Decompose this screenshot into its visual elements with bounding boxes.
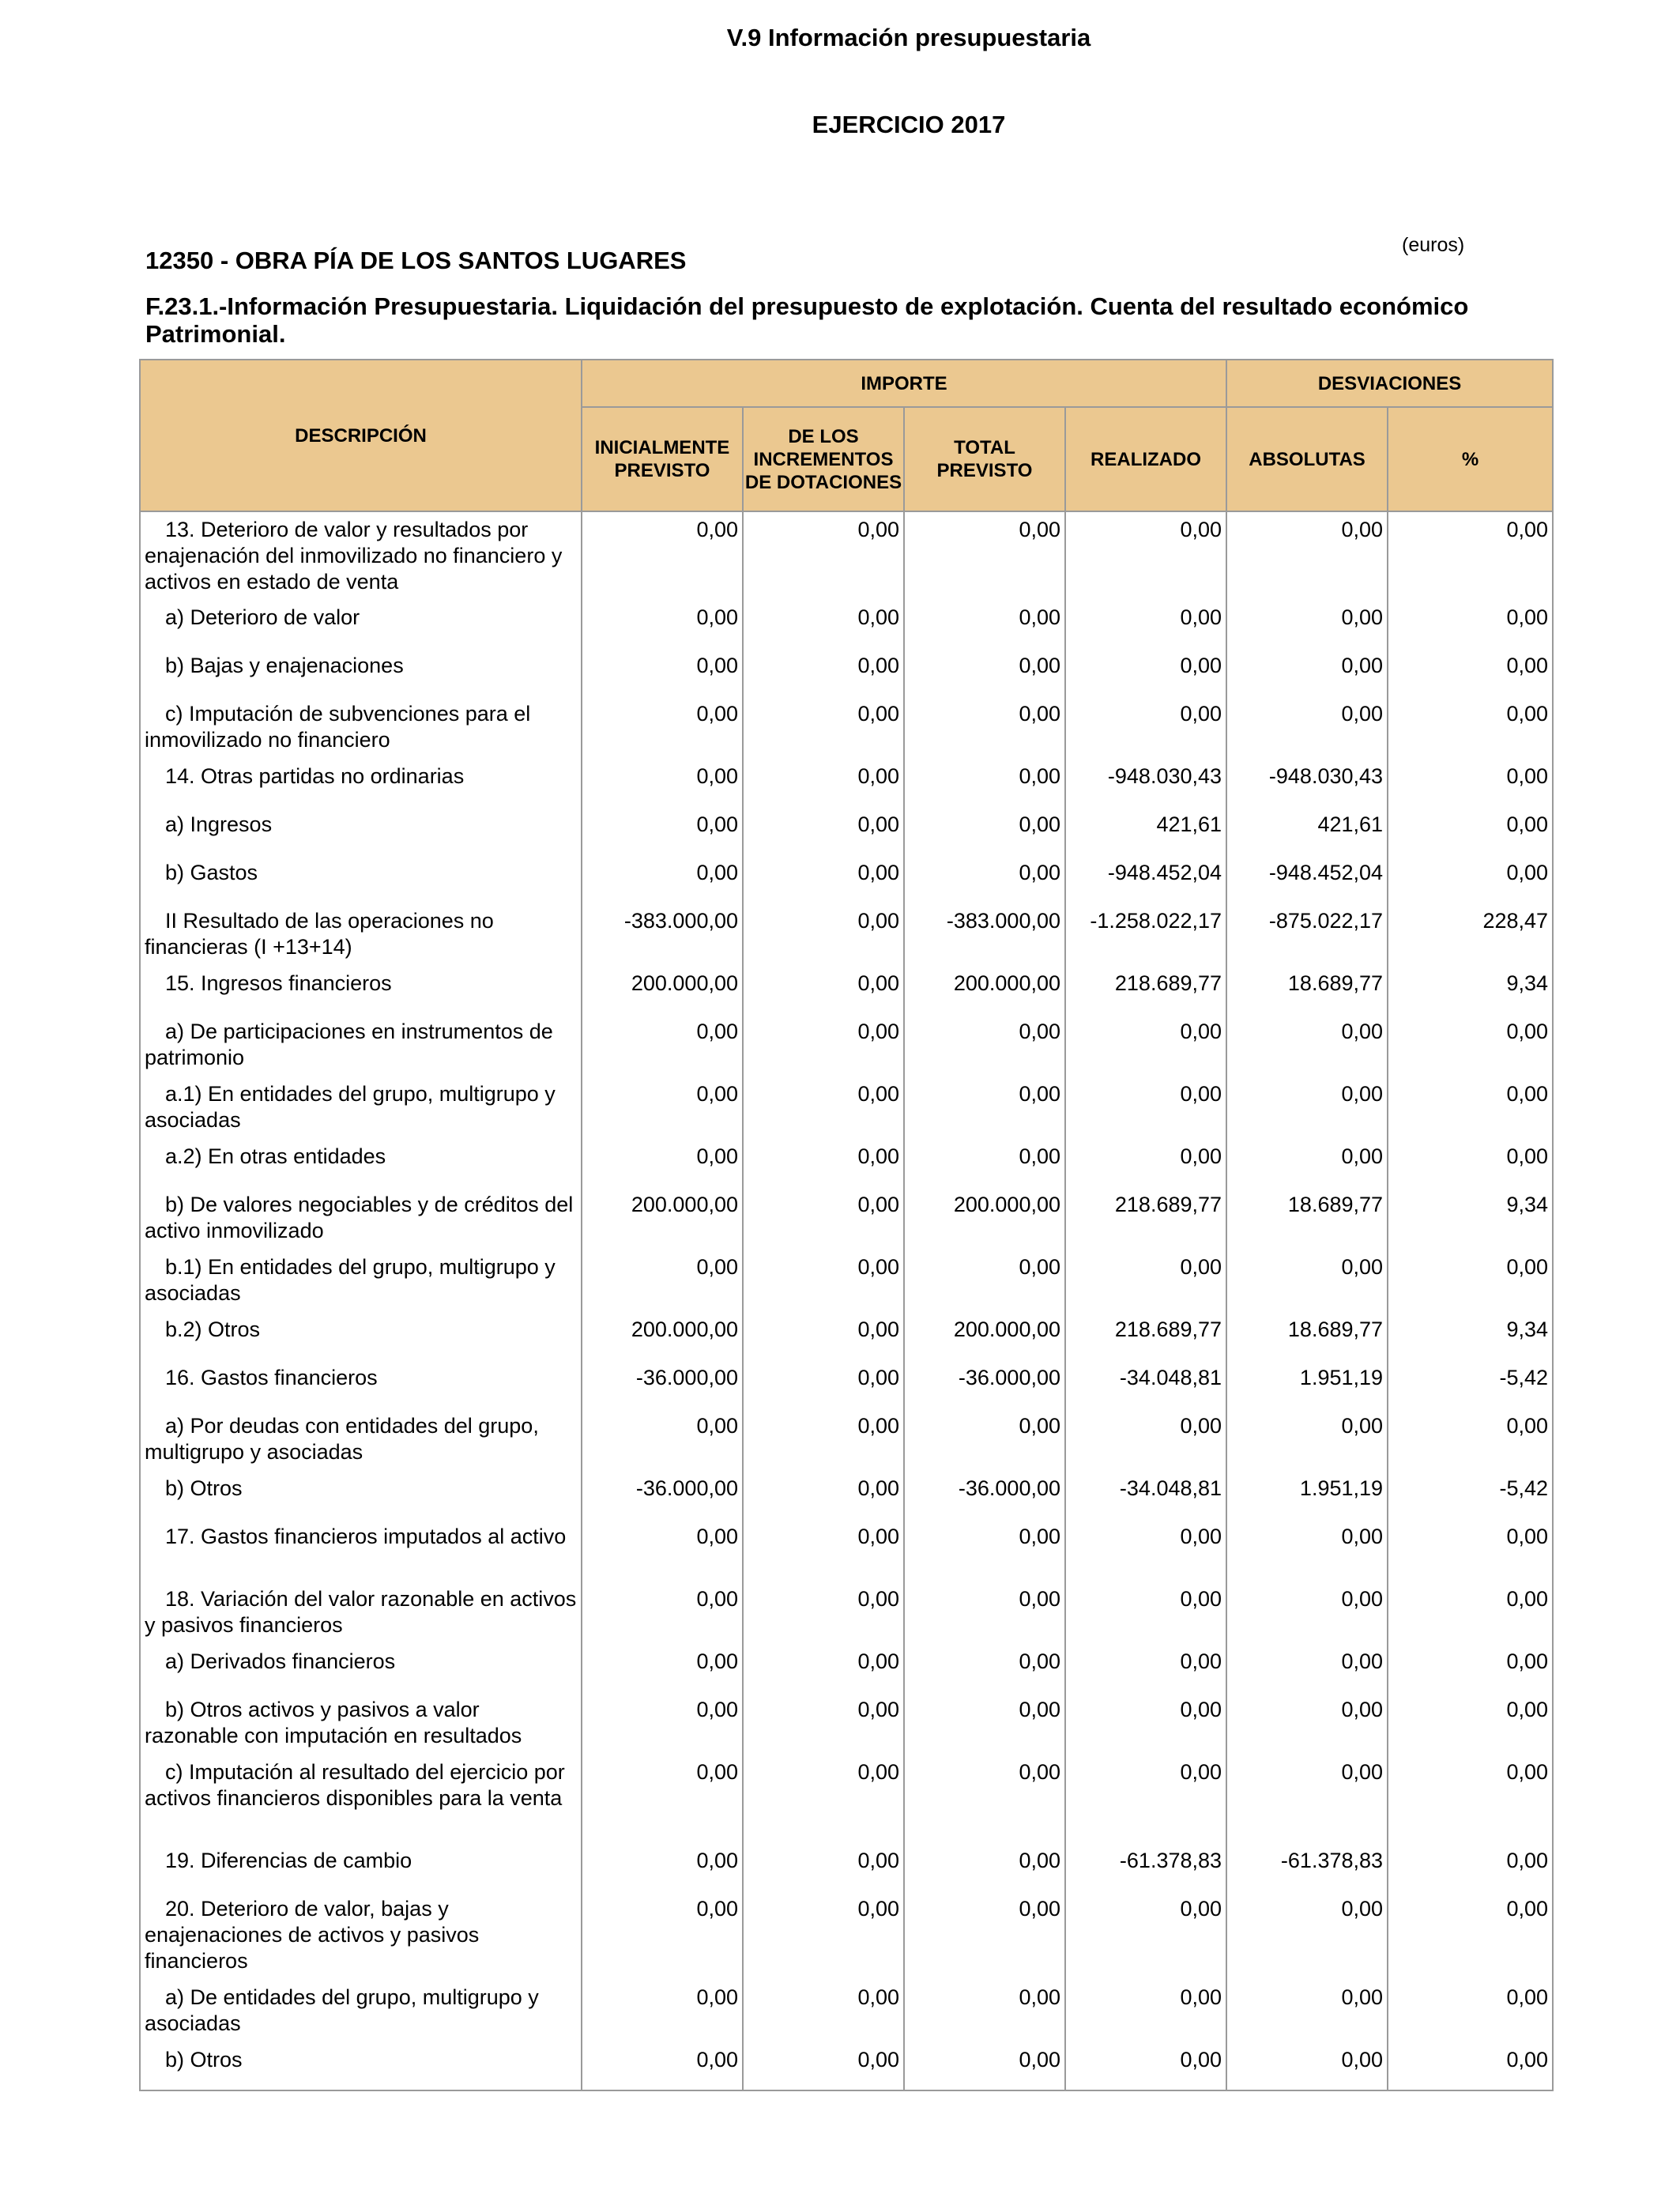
row-value: 0,00 — [743, 1312, 904, 1360]
row-value: 218.689,77 — [1065, 1312, 1226, 1360]
table-row — [140, 1139, 1553, 1187]
table-row — [140, 759, 1553, 807]
row-value: 0,00 — [1226, 1014, 1388, 1076]
row-description — [140, 1519, 582, 1581]
row-description — [140, 1891, 582, 1980]
row-value: 0,00 — [743, 1408, 904, 1471]
row-value: 9,34 — [1388, 1312, 1553, 1360]
row-value: -948.030,43 — [1065, 759, 1226, 807]
row-value: -5,42 — [1388, 1360, 1553, 1408]
row-value: 0,00 — [1065, 648, 1226, 696]
row-description-text: b) De valores negociables y de créditos del activo inmovilizado — [145, 1193, 574, 1242]
row-value: 0,00 — [582, 1755, 743, 1843]
row-description-text: II Resultado de las operaciones no financieras (I +13+14) — [145, 909, 494, 959]
row-value: 0,00 — [743, 1187, 904, 1250]
row-description-text: a) Por deudas con entidades del grupo, multigrupo y asociadas — [145, 1414, 539, 1464]
row-value: 0,00 — [1226, 1891, 1388, 1980]
row-value: 0,00 — [904, 1408, 1065, 1471]
table-row — [140, 2042, 1553, 2090]
row-value: 0,00 — [1388, 1755, 1553, 1843]
column-header-total-previsto: TOTAL PREVISTO — [904, 407, 1065, 511]
row-description — [140, 1843, 582, 1891]
row-value: 0,00 — [1065, 2042, 1226, 2090]
row-description — [140, 1980, 582, 2042]
row-value: 18.689,77 — [1226, 1187, 1388, 1250]
row-value: 200.000,00 — [904, 1312, 1065, 1360]
column-header-descripcion: DESCRIPCIÓN — [140, 360, 582, 511]
row-value: 0,00 — [904, 600, 1065, 648]
row-value: 0,00 — [1065, 1519, 1226, 1581]
row-value: -34.048,81 — [1065, 1360, 1226, 1408]
column-header-porcentaje: % — [1388, 407, 1553, 511]
row-value: 0,00 — [1226, 1755, 1388, 1843]
row-description — [140, 1581, 582, 1644]
row-value: 0,00 — [743, 855, 904, 903]
row-value: 0,00 — [743, 648, 904, 696]
row-value: 1.951,19 — [1226, 1360, 1388, 1408]
row-value: 200.000,00 — [904, 966, 1065, 1014]
column-header-realizado: REALIZADO — [1065, 407, 1226, 511]
row-value: -1.258.022,17 — [1065, 903, 1226, 966]
row-description — [140, 600, 582, 648]
row-value: 0,00 — [904, 807, 1065, 855]
row-value: -5,42 — [1388, 1471, 1553, 1519]
row-value: 0,00 — [904, 1581, 1065, 1644]
row-value: 0,00 — [743, 1692, 904, 1755]
row-value: 0,00 — [743, 1980, 904, 2042]
row-value: 0,00 — [1388, 759, 1553, 807]
row-value: 0,00 — [1065, 1692, 1226, 1755]
row-value: 0,00 — [904, 511, 1065, 600]
row-description — [140, 1250, 582, 1312]
row-value: 0,00 — [743, 1644, 904, 1692]
row-value: 0,00 — [743, 511, 904, 600]
table-row — [140, 600, 1553, 648]
row-value: 0,00 — [1065, 696, 1226, 759]
row-description — [140, 903, 582, 966]
row-description-text: 17. Gastos financieros imputados al activo — [165, 1525, 567, 1548]
report-title: F.23.1.-Información Presupuestaria. Liquidación del presupuesto de explotación. Cuenta del resultado económico Patrimonial. — [145, 292, 1469, 348]
row-description — [140, 1187, 582, 1250]
row-value: 0,00 — [904, 1891, 1065, 1980]
row-value: 0,00 — [743, 1843, 904, 1891]
row-description — [140, 966, 582, 1014]
row-value: 0,00 — [1226, 1408, 1388, 1471]
row-value: 0,00 — [1226, 600, 1388, 648]
exercise-title: EJERCICIO 2017 — [812, 111, 1006, 138]
row-value: 0,00 — [582, 1692, 743, 1755]
row-description-text: 18. Variación del valor razonable en activos y pasivos financieros — [145, 1587, 577, 1637]
row-value: 0,00 — [743, 1891, 904, 1980]
table-row — [140, 1755, 1553, 1843]
row-value: 0,00 — [1388, 1250, 1553, 1312]
row-value: 0,00 — [1388, 648, 1553, 696]
row-value: -61.378,83 — [1065, 1843, 1226, 1891]
group-header-importe: IMPORTE — [582, 360, 1226, 407]
row-description — [140, 1312, 582, 1360]
row-value: 0,00 — [904, 1843, 1065, 1891]
row-description-text: 19. Diferencias de cambio — [165, 1849, 412, 1872]
row-value: 0,00 — [1388, 600, 1553, 648]
row-value: 0,00 — [743, 1519, 904, 1581]
row-value: -34.048,81 — [1065, 1471, 1226, 1519]
row-value: 0,00 — [743, 903, 904, 966]
row-value: 0,00 — [1388, 511, 1553, 600]
row-value: 0,00 — [1065, 1644, 1226, 1692]
table-row — [140, 1692, 1553, 1755]
row-value: 0,00 — [582, 1408, 743, 1471]
row-value: 0,00 — [582, 759, 743, 807]
row-description — [140, 1471, 582, 1519]
row-description — [140, 1644, 582, 1692]
row-value: 0,00 — [1226, 1139, 1388, 1187]
row-value: 0,00 — [1065, 1408, 1226, 1471]
row-description-text: a.1) En entidades del grupo, multigrupo y asociadas — [145, 1082, 556, 1132]
row-value: 0,00 — [1226, 1076, 1388, 1139]
row-description-text: 15. Ingresos financieros — [165, 971, 392, 995]
row-description-text: b) Otros — [165, 2048, 243, 2071]
row-description-text: a) Deterioro de valor — [165, 605, 360, 629]
row-value: 0,00 — [1388, 1519, 1553, 1581]
row-description — [140, 1014, 582, 1076]
row-value: 1.951,19 — [1226, 1471, 1388, 1519]
row-description — [140, 1139, 582, 1187]
row-description-text: b.2) Otros — [165, 1318, 261, 1341]
row-value: 0,00 — [1065, 1250, 1226, 1312]
row-description-text: a) De entidades del grupo, multigrupo y asociadas — [145, 1985, 539, 2035]
budget-table — [139, 359, 1554, 2091]
row-value: 218.689,77 — [1065, 1187, 1226, 1250]
group-header-desviaciones: DESVIACIONES — [1226, 360, 1553, 407]
row-value: 0,00 — [582, 1843, 743, 1891]
row-value: 0,00 — [582, 807, 743, 855]
row-value: 0,00 — [904, 648, 1065, 696]
row-value: 0,00 — [1065, 1076, 1226, 1139]
row-value: 9,34 — [1388, 1187, 1553, 1250]
row-value: 200.000,00 — [582, 1312, 743, 1360]
row-value: 200.000,00 — [582, 1187, 743, 1250]
row-value: 0,00 — [1065, 1139, 1226, 1187]
row-value: 18.689,77 — [1226, 1312, 1388, 1360]
row-value: 0,00 — [904, 1250, 1065, 1312]
row-value: 0,00 — [1388, 1139, 1553, 1187]
row-value: 0,00 — [904, 759, 1065, 807]
row-value: 0,00 — [743, 1755, 904, 1843]
row-value: 0,00 — [743, 1360, 904, 1408]
units-label: (euros) — [1402, 234, 1465, 256]
row-value: 0,00 — [582, 1250, 743, 1312]
row-value: 0,00 — [582, 511, 743, 600]
row-description — [140, 1692, 582, 1755]
row-value: 0,00 — [743, 1076, 904, 1139]
table-row — [140, 966, 1553, 1014]
row-value: 0,00 — [904, 1014, 1065, 1076]
row-description-text: c) Imputación de subvenciones para el inmovilizado no financiero — [145, 702, 531, 752]
table-row — [140, 855, 1553, 903]
column-header-inicialmente-previsto: INICIALMENTE PREVISTO — [582, 407, 743, 511]
row-value: 0,00 — [743, 807, 904, 855]
row-description-text: a.2) En otras entidades — [165, 1144, 386, 1168]
row-description-text: a) Ingresos — [165, 812, 273, 836]
row-value: 0,00 — [904, 1644, 1065, 1692]
row-value: 0,00 — [1388, 1980, 1553, 2042]
row-description-text: a) Derivados financieros — [165, 1649, 396, 1673]
row-value: 0,00 — [1226, 648, 1388, 696]
row-value: 0,00 — [904, 855, 1065, 903]
row-value: 200.000,00 — [582, 966, 743, 1014]
row-value: -948.452,04 — [1226, 855, 1388, 903]
row-value: 0,00 — [1388, 1843, 1553, 1891]
column-header-absolutas: ABSOLUTAS — [1226, 407, 1388, 511]
row-value: 0,00 — [1388, 1891, 1553, 1980]
row-description-text: c) Imputación al resultado del ejercicio por activos financieros disponibles para la venta — [145, 1760, 565, 1810]
row-description-text: 14. Otras partidas no ordinarias — [165, 764, 465, 788]
row-value: 0,00 — [1388, 2042, 1553, 2090]
table-row — [140, 1187, 1553, 1250]
row-value: 0,00 — [743, 1581, 904, 1644]
row-value: 0,00 — [582, 600, 743, 648]
table-row — [140, 1014, 1553, 1076]
row-value: 0,00 — [582, 2042, 743, 2090]
table-row — [140, 1312, 1553, 1360]
row-value: 0,00 — [1388, 1644, 1553, 1692]
row-description-text: 16. Gastos financieros — [165, 1366, 378, 1389]
row-value: 421,61 — [1065, 807, 1226, 855]
row-description-text: b) Bajas y enajenaciones — [165, 654, 404, 677]
row-value: 0,00 — [1065, 1581, 1226, 1644]
column-header-incrementos: DE LOS INCREMENTOS DE DOTACIONES — [743, 407, 904, 511]
row-description — [140, 511, 582, 600]
row-value: 0,00 — [582, 1644, 743, 1692]
row-description — [140, 2042, 582, 2090]
row-value: 0,00 — [1226, 1581, 1388, 1644]
row-description-text: 20. Deterioro de valor, bajas y enajenaciones de activos y pasivos financieros — [145, 1897, 480, 1973]
row-description-text: b) Gastos — [165, 861, 258, 884]
row-value: 0,00 — [582, 696, 743, 759]
row-value: -61.378,83 — [1226, 1843, 1388, 1891]
row-value: 0,00 — [1388, 1581, 1553, 1644]
row-description — [140, 759, 582, 807]
table-row — [140, 511, 1553, 600]
row-value: -383.000,00 — [904, 903, 1065, 966]
row-value: 0,00 — [1388, 696, 1553, 759]
row-value: 0,00 — [904, 1076, 1065, 1139]
row-value: 218.689,77 — [1065, 966, 1226, 1014]
row-value: 0,00 — [1065, 1014, 1226, 1076]
table-row — [140, 1843, 1553, 1891]
row-value: 0,00 — [582, 855, 743, 903]
row-value: -36.000,00 — [904, 1360, 1065, 1408]
entity-name: 12350 - OBRA PÍA DE LOS SANTOS LUGARES — [145, 247, 687, 274]
row-value: 0,00 — [904, 1519, 1065, 1581]
row-value: 0,00 — [582, 1980, 743, 2042]
row-description — [140, 648, 582, 696]
row-value: 0,00 — [582, 1891, 743, 1980]
row-value: 0,00 — [1388, 1014, 1553, 1076]
row-value: -948.030,43 — [1226, 759, 1388, 807]
row-value: -36.000,00 — [582, 1471, 743, 1519]
row-value: -36.000,00 — [904, 1471, 1065, 1519]
row-value: -948.452,04 — [1065, 855, 1226, 903]
row-value: -875.022,17 — [1226, 903, 1388, 966]
row-value: 0,00 — [582, 1581, 743, 1644]
row-value: -36.000,00 — [582, 1360, 743, 1408]
table-row — [140, 648, 1553, 696]
row-value: 0,00 — [1226, 696, 1388, 759]
table-row — [140, 1408, 1553, 1471]
row-value: 0,00 — [743, 1250, 904, 1312]
table-row — [140, 696, 1553, 759]
row-description — [140, 1360, 582, 1408]
row-value: 0,00 — [582, 1519, 743, 1581]
row-value: 0,00 — [743, 1014, 904, 1076]
row-value: 0,00 — [1065, 1891, 1226, 1980]
row-value: 228,47 — [1388, 903, 1553, 966]
row-value: 0,00 — [1226, 511, 1388, 600]
row-value: 0,00 — [904, 1692, 1065, 1755]
row-value: 0,00 — [1388, 1076, 1553, 1139]
row-value: 0,00 — [1226, 1644, 1388, 1692]
row-value: 0,00 — [1226, 1692, 1388, 1755]
row-value: 0,00 — [743, 696, 904, 759]
row-value: 0,00 — [1388, 807, 1553, 855]
table-body — [140, 511, 1553, 2090]
row-value: 0,00 — [904, 696, 1065, 759]
row-description — [140, 855, 582, 903]
row-value: 0,00 — [1388, 855, 1553, 903]
row-description-text: b) Otros activos y pasivos a valor razonable con imputación en resultados — [145, 1698, 522, 1747]
row-value: 0,00 — [1065, 600, 1226, 648]
table-row — [140, 1644, 1553, 1692]
row-value: 0,00 — [904, 1755, 1065, 1843]
row-value: 0,00 — [904, 1139, 1065, 1187]
row-description-text: b) Otros — [165, 1476, 243, 1500]
row-value: 18.689,77 — [1226, 966, 1388, 1014]
row-description-text: a) De participaciones en instrumentos de patrimonio — [145, 1020, 553, 1069]
section-title: V.9 Información presupuestaria — [726, 24, 1091, 51]
row-description — [140, 1755, 582, 1843]
row-value: 0,00 — [743, 966, 904, 1014]
row-value: 0,00 — [1226, 1250, 1388, 1312]
row-value: 0,00 — [743, 2042, 904, 2090]
row-value: 0,00 — [1388, 1408, 1553, 1471]
row-value: 0,00 — [1065, 1980, 1226, 2042]
table-row — [140, 1519, 1553, 1581]
row-value: 0,00 — [904, 2042, 1065, 2090]
row-value: 9,34 — [1388, 966, 1553, 1014]
table-row — [140, 1980, 1553, 2042]
row-description — [140, 696, 582, 759]
row-description — [140, 1408, 582, 1471]
row-value: 421,61 — [1226, 807, 1388, 855]
row-value: 0,00 — [1388, 1692, 1553, 1755]
row-value: 0,00 — [582, 1014, 743, 1076]
table-row — [140, 903, 1553, 966]
table-row — [140, 1471, 1553, 1519]
row-value: 0,00 — [904, 1980, 1065, 2042]
row-value: 0,00 — [743, 1471, 904, 1519]
row-value: 0,00 — [582, 1139, 743, 1187]
table-row — [140, 1891, 1553, 1980]
row-description-text: b.1) En entidades del grupo, multigrupo y asociadas — [145, 1255, 556, 1305]
row-value: 0,00 — [1226, 1980, 1388, 2042]
table-row — [140, 1076, 1553, 1139]
table-row — [140, 807, 1553, 855]
row-value: -383.000,00 — [582, 903, 743, 966]
table-row — [140, 1250, 1553, 1312]
row-description-text: 13. Deterioro de valor y resultados por enajenación del inmovilizado no financiero y activos en estado de venta — [145, 518, 563, 594]
row-value: 0,00 — [1065, 1755, 1226, 1843]
row-value: 0,00 — [1065, 511, 1226, 600]
row-description — [140, 807, 582, 855]
row-value: 0,00 — [743, 600, 904, 648]
row-value: 0,00 — [582, 1076, 743, 1139]
row-description — [140, 1076, 582, 1139]
row-value: 0,00 — [1226, 1519, 1388, 1581]
row-value: 0,00 — [582, 648, 743, 696]
row-value: 200.000,00 — [904, 1187, 1065, 1250]
table-row — [140, 1581, 1553, 1644]
table-row — [140, 1360, 1553, 1408]
row-value: 0,00 — [743, 1139, 904, 1187]
row-value: 0,00 — [743, 759, 904, 807]
row-value: 0,00 — [1226, 2042, 1388, 2090]
